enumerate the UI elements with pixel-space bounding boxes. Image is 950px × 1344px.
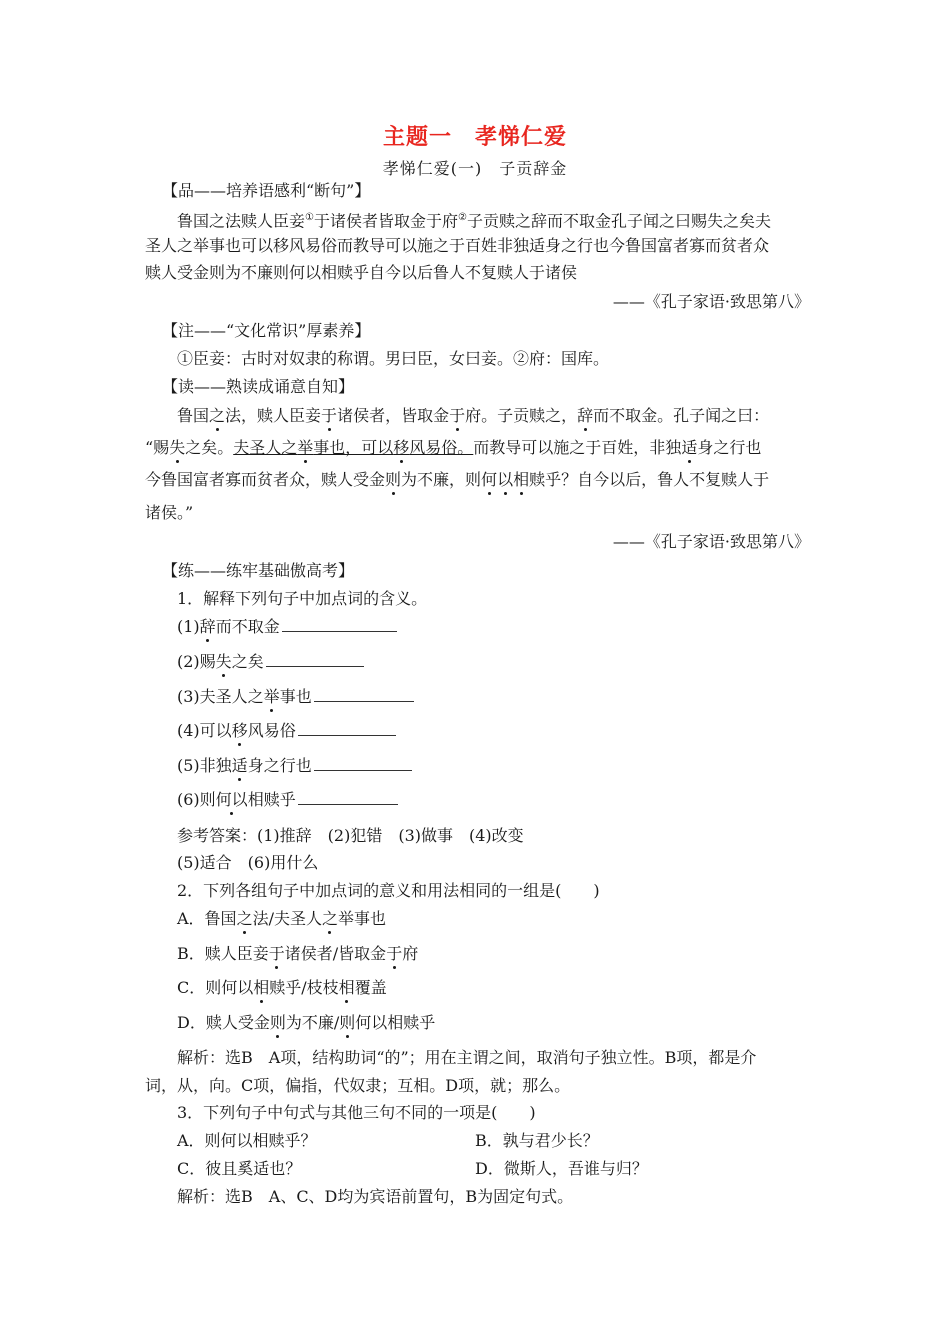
section-heading-zhu: 【注——“文化常识”厚素养】 [162, 321, 371, 340]
page-title: 主题一 孝悌仁爱 [382, 125, 567, 150]
text-segment: (4)可以 [177, 721, 232, 740]
q2-option-a[interactable] [177, 908, 810, 930]
q1-item-5 [177, 755, 810, 777]
punctuated-text-line-4: 诸侯。” [145, 503, 194, 522]
dotted-word: 于 [449, 406, 466, 425]
dotted-word: 则 [385, 470, 402, 489]
question-2-stem: 2．下列各组句子中加点词的意义和用法相同的一组是( ) [177, 881, 600, 900]
q1-item-3 [177, 686, 810, 708]
answer-blank[interactable] [298, 790, 398, 805]
text-segment: 而不取金。孔子闻之曰： [593, 406, 770, 425]
dotted-word: 辞 [577, 406, 594, 425]
annotation-text: ①臣妾：古时对奴隶的称谓。男曰臣，女曰妾。②府：国库。 [177, 349, 610, 368]
dotted-word: 移 [393, 438, 410, 457]
text-segment: 举事也 [338, 909, 387, 928]
text-segment: “赐 [145, 438, 170, 457]
text-segment: 风易俗。 [409, 438, 474, 457]
dotted-word: 则 [339, 1013, 356, 1032]
punctuated-text-line-3 [145, 469, 810, 491]
unpunctuated-text-line-3: 赎人受金则为不廉则何以相赎乎自今以后鲁人不复赎人于诸侯 [145, 263, 578, 282]
dotted-word: 何以 [215, 790, 248, 809]
dotted-word: 失 [215, 652, 232, 671]
q2-option-d[interactable] [177, 1012, 810, 1034]
dotted-word: 于 [268, 944, 285, 963]
text-segment: 赎乎/枝枝 [269, 978, 339, 997]
dotted-word: 之 [209, 406, 226, 425]
text-segment: (2)赐 [177, 652, 216, 671]
text-segment: 之矣。 [185, 438, 234, 457]
text-segment: 而不取金 [215, 617, 280, 636]
q3-option-row-2 [177, 1158, 810, 1180]
q3-explanation: 解析：选B A、C、D均为宾语前置句，B为固定句式。 [177, 1187, 574, 1206]
text-segment: (1) [177, 617, 200, 636]
dotted-word: 举 [263, 687, 280, 706]
dotted-word: 移 [231, 721, 248, 740]
text-segment: 鲁国之法赎人臣妾 [177, 211, 306, 231]
lesson-subtitle: 孝悌仁爱(一) 子贡辞金 [382, 159, 568, 178]
q3-option-d[interactable]: D．微斯人，吾谁与归？ [475, 1159, 648, 1178]
answer-blank[interactable] [314, 756, 412, 771]
text-segment: 事也 [279, 687, 312, 706]
text-segment: (6)则 [177, 790, 216, 809]
question-3-stem: 3．下列句子中句式与其他三句不同的一项是( ) [177, 1103, 536, 1122]
text-segment: A．鲁国 [177, 909, 237, 928]
source-citation: ——《孔子家语·致思第八》 [612, 292, 810, 311]
section-heading-pin: 【品——培养语感利“断句”】 [162, 181, 371, 200]
q2-explanation-line-1: 解析：选B A项，结构助词“的”；用在主谓之间，取消句子独立性。B项，都是介 [177, 1048, 757, 1067]
q2-option-c[interactable] [177, 977, 810, 999]
q1-answer-line-2: (5)适合 (6)用什么 [177, 853, 319, 872]
punctuated-text-line-2 [145, 437, 810, 459]
question-1-stem: 1．解释下列句子中加点词的含义。 [177, 589, 428, 608]
text-segment: 法/夫圣人 [252, 909, 322, 928]
q1-answer-line-1: 参考答案：(1)推辞 (2)犯错 (3)做事 (4)改变 [177, 826, 524, 845]
unpunctuated-text-line-2: 圣人之举事也可以移风易俗而教导可以施之于百姓非独适身之行也今鲁国富者寡而贫者众 [145, 236, 770, 255]
unpunctuated-text-line-1 [177, 207, 810, 232]
dotted-word: 之 [236, 909, 253, 928]
q3-option-a[interactable]: A．则何以相赎乎？ [177, 1131, 317, 1150]
underlined-sentence [233, 438, 473, 457]
answer-blank[interactable] [298, 721, 396, 736]
text-segment: 鲁国 [177, 406, 210, 425]
text-segment: 为不廉/ [285, 1013, 340, 1032]
answer-blank[interactable] [314, 687, 414, 702]
dotted-word: 何 [481, 470, 498, 489]
text-segment: 之矣 [231, 652, 264, 671]
q1-item-6 [177, 789, 810, 811]
q1-item-1 [177, 616, 810, 638]
text-segment: 诸侯者，皆取金 [337, 406, 450, 425]
dotted-word: 之 [321, 909, 338, 928]
dotted-word: 相 [338, 978, 355, 997]
source-citation: ——《孔子家语·致思第八》 [612, 532, 810, 551]
dotted-word: 相 [253, 978, 270, 997]
footnote-marker: ② [458, 212, 467, 223]
text-segment: D．赎人受金 [177, 1013, 270, 1032]
dotted-word: 于 [321, 406, 338, 425]
dotted-word: 举 [297, 438, 314, 457]
q3-option-row-1 [177, 1130, 810, 1152]
dotted-word: 适 [231, 756, 248, 775]
text-segment: 今鲁国富者寡而贫者众，赎人受金 [145, 470, 386, 489]
text-segment: 诸侯者/皆取金 [284, 944, 387, 963]
dotted-word: 于 [386, 944, 403, 963]
text-segment: 法，赎人臣妾 [225, 406, 322, 425]
text-segment: C．则何以 [177, 978, 254, 997]
q3-option-c[interactable]: C．彼且奚适也？ [177, 1159, 302, 1178]
text-segment: 覆盖 [354, 978, 387, 997]
text-segment: 身之行也 [247, 756, 312, 775]
q1-item-4 [177, 720, 810, 742]
text-segment: 身之行也 [697, 438, 762, 457]
text-segment: 事也，可以 [313, 438, 394, 457]
answer-blank[interactable] [282, 617, 397, 632]
section-heading-lian: 【练——练牢基础傲高考】 [162, 561, 355, 580]
text-segment: 何以相赎乎 [355, 1013, 436, 1032]
footnote-marker: ① [305, 212, 314, 223]
q3-option-b[interactable]: B．孰与君少长？ [475, 1131, 599, 1150]
text-segment: (5)非独 [177, 756, 232, 775]
dotted-word: 适 [681, 438, 698, 457]
text-segment: 于诸侯者皆取金于府 [313, 211, 458, 231]
dotted-word: 以 [497, 470, 514, 489]
answer-blank[interactable] [266, 652, 364, 667]
text-segment: 赎乎？自今以后，鲁人不复赎人于 [529, 470, 770, 489]
dotted-word: 相 [513, 470, 530, 489]
dotted-word: 辞 [199, 617, 216, 636]
text-segment: 而教导可以施之于百姓，非独 [473, 438, 682, 457]
q1-item-2 [177, 651, 810, 673]
section-heading-du: 【读——熟读成诵意自知】 [162, 377, 355, 396]
dotted-word: 失 [169, 438, 186, 457]
q2-option-b[interactable] [177, 943, 810, 965]
q2-explanation-line-2: 词，从，向。C项，偏指，代奴隶；互相。D项，就；那么。 [145, 1076, 571, 1095]
text-segment: 相赎乎 [247, 790, 296, 809]
text-segment: 夫圣人之 [233, 438, 298, 457]
text-segment: 府。子贡赎之， [465, 406, 578, 425]
dotted-word: 则 [269, 1013, 286, 1032]
text-segment: B．赎人臣妾 [177, 944, 269, 963]
text-segment: 子贡赎之辞而不取金孔子闻之曰赐失之矣夫 [466, 211, 771, 231]
text-segment: 府 [402, 944, 419, 963]
text-segment: 为不廉，则 [401, 470, 482, 489]
punctuated-text-line-1 [177, 405, 810, 427]
text-segment: 风易俗 [247, 721, 296, 740]
text-segment: (3)夫圣人之 [177, 687, 264, 706]
